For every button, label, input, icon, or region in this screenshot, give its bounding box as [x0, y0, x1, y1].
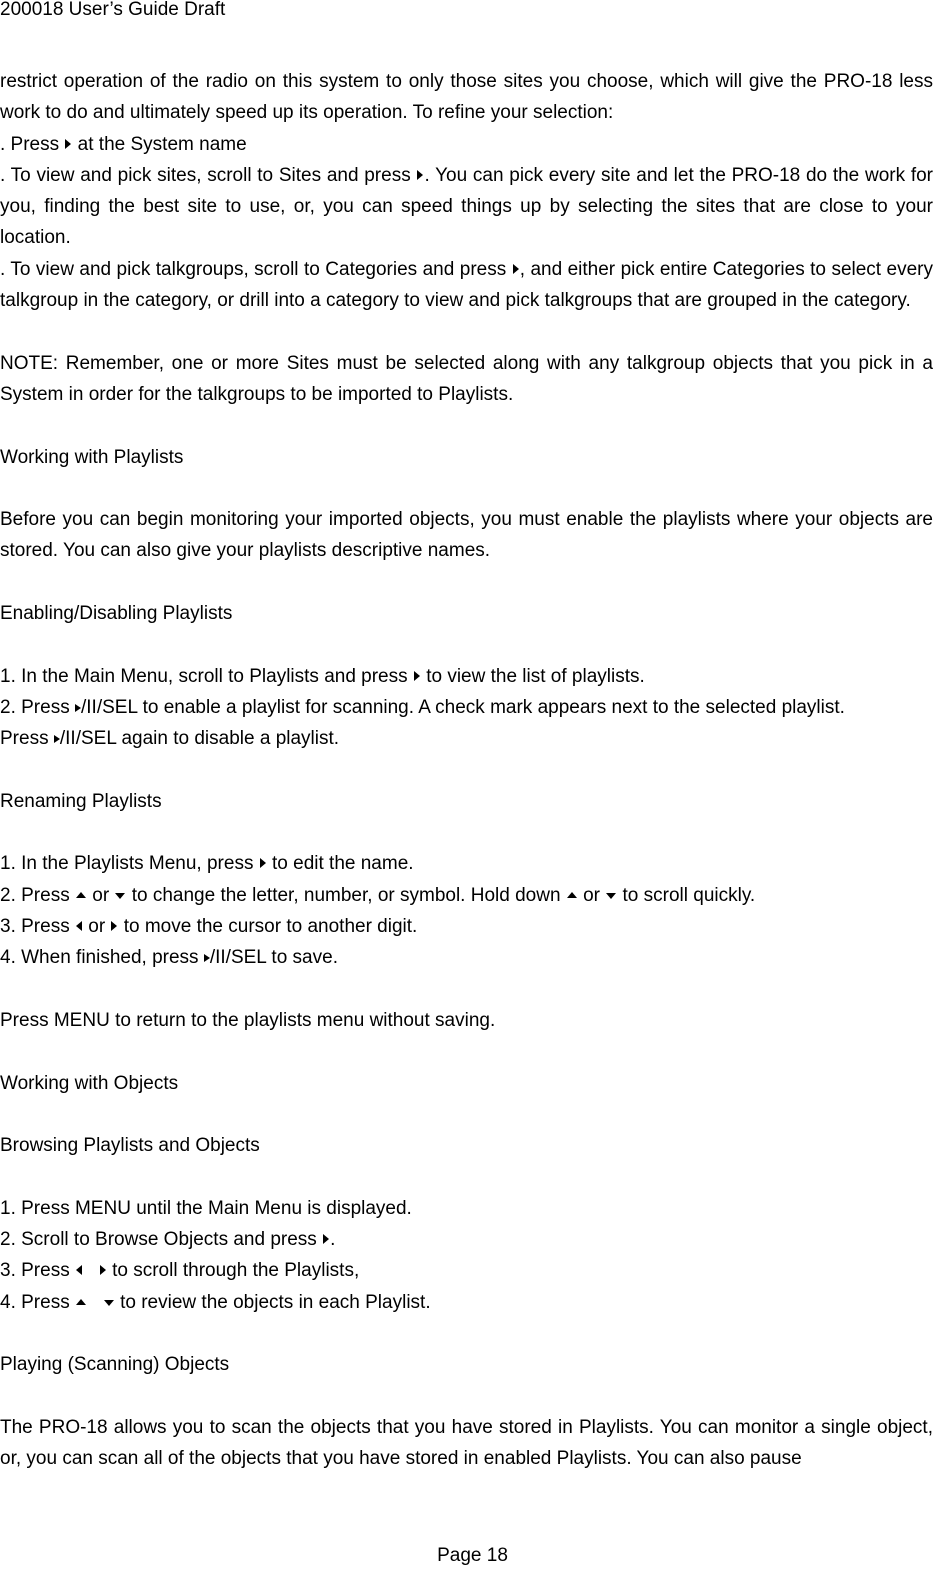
right-arrow-icon [100, 1265, 106, 1275]
right-arrow-icon [260, 858, 266, 868]
right-arrow-icon [414, 671, 420, 681]
heading-playing-scanning: Playing (Scanning) Objects [0, 1354, 230, 1376]
rename-step-4: 4. When finished, press /II/SEL to save. [0, 947, 338, 969]
right-arrow-icon [111, 921, 117, 931]
up-arrow-icon [76, 1299, 86, 1305]
playlists-intro-paragraph: Before you can begin monitoring your imported objects, you must enable the playlists where your objects are stored. You can also give your playlists descriptive names. [0, 509, 933, 562]
down-arrow-icon [115, 893, 125, 899]
intro-paragraph: restrict operation of the radio on this system to only those sites you choose, which will give the PRO-18 less work to do and ultimately speed up its operation. To refine your selection: [0, 71, 933, 124]
enable-step-1: 1. In the Main Menu, scroll to Playlists and press to view the list of playlists. [0, 665, 645, 687]
right-arrow-icon [417, 170, 423, 180]
refine-step-1: . Press at the System name [0, 133, 247, 155]
heading-enabling-disabling: Enabling/Disabling Playlists [0, 603, 233, 625]
enable-step-2: 2. Press /II/SEL to enable a playlist for scanning. A check mark appears next to the selected playlist. [0, 696, 845, 718]
heading-browsing: Browsing Playlists and Objects [0, 1135, 260, 1157]
scanning-paragraph: The PRO-18 allows you to scan the objects that you have stored in Playlists. You can monitor a single object, or, you can scan all of the objects that you have stored in enabled Playlists. You can also pause [0, 1416, 933, 1470]
refine-step-2: . To view and pick sites, scroll to Sites and press . You can pick every site and let the PRO-18 do the work for you, finding the best site to use, or, you can speed things up by selecting the sites that are close to your location. [0, 164, 933, 249]
up-arrow-icon [76, 892, 86, 898]
heading-working-with-objects: Working with Objects [0, 1072, 179, 1094]
menu-return-paragraph: Press MENU to return to the playlists menu without saving. [0, 1009, 496, 1031]
note-paragraph: NOTE: Remember, one or more Sites must be selected along with any talkgroup objects that you pick in a System in order for the talkgroups to be imported to Playlists. [0, 352, 933, 405]
browse-step-4: 4. Press to review the objects in each Playlist. [0, 1291, 431, 1313]
heading-renaming: Renaming Playlists [0, 790, 162, 812]
rename-step-2: 2. Press or to change the letter, number, or symbol. Hold down or to scroll quickly. [0, 884, 756, 906]
left-arrow-icon [76, 1265, 82, 1275]
right-arrow-icon [65, 139, 71, 149]
browse-step-3: 3. Press to scroll through the Playlists, [0, 1260, 360, 1282]
refine-step-3: . To view and pick talkgroups, scroll to Categories and press , and either pick entire Categories to select every talkgroup in the category, or drill into a category to view and pick talkgroups that are grouped in the category. [0, 258, 934, 312]
left-arrow-icon [76, 921, 82, 931]
right-arrow-icon [323, 1234, 329, 1244]
browse-step-2: 2. Scroll to Browse Objects and press . [0, 1228, 336, 1250]
right-arrow-icon [513, 264, 519, 274]
down-arrow-icon [104, 1300, 114, 1306]
document-body [0, 66, 933, 1474]
page-header: 200018 User’s Guide Draft [0, 0, 226, 20]
rename-step-1: 1. In the Playlists Menu, press to edit the name. [0, 853, 414, 875]
enable-step-2-cont: Press /II/SEL again to disable a playlist. [0, 728, 340, 750]
down-arrow-icon [606, 893, 616, 899]
browse-step-1: 1. Press MENU until the Main Menu is displayed. [0, 1197, 412, 1219]
heading-working-with-playlists: Working with Playlists [0, 446, 184, 468]
rename-step-3: 3. Press or to move the cursor to another digit. [0, 916, 418, 938]
up-arrow-icon [567, 892, 577, 898]
page-number: Page 18 [437, 1545, 508, 1566]
